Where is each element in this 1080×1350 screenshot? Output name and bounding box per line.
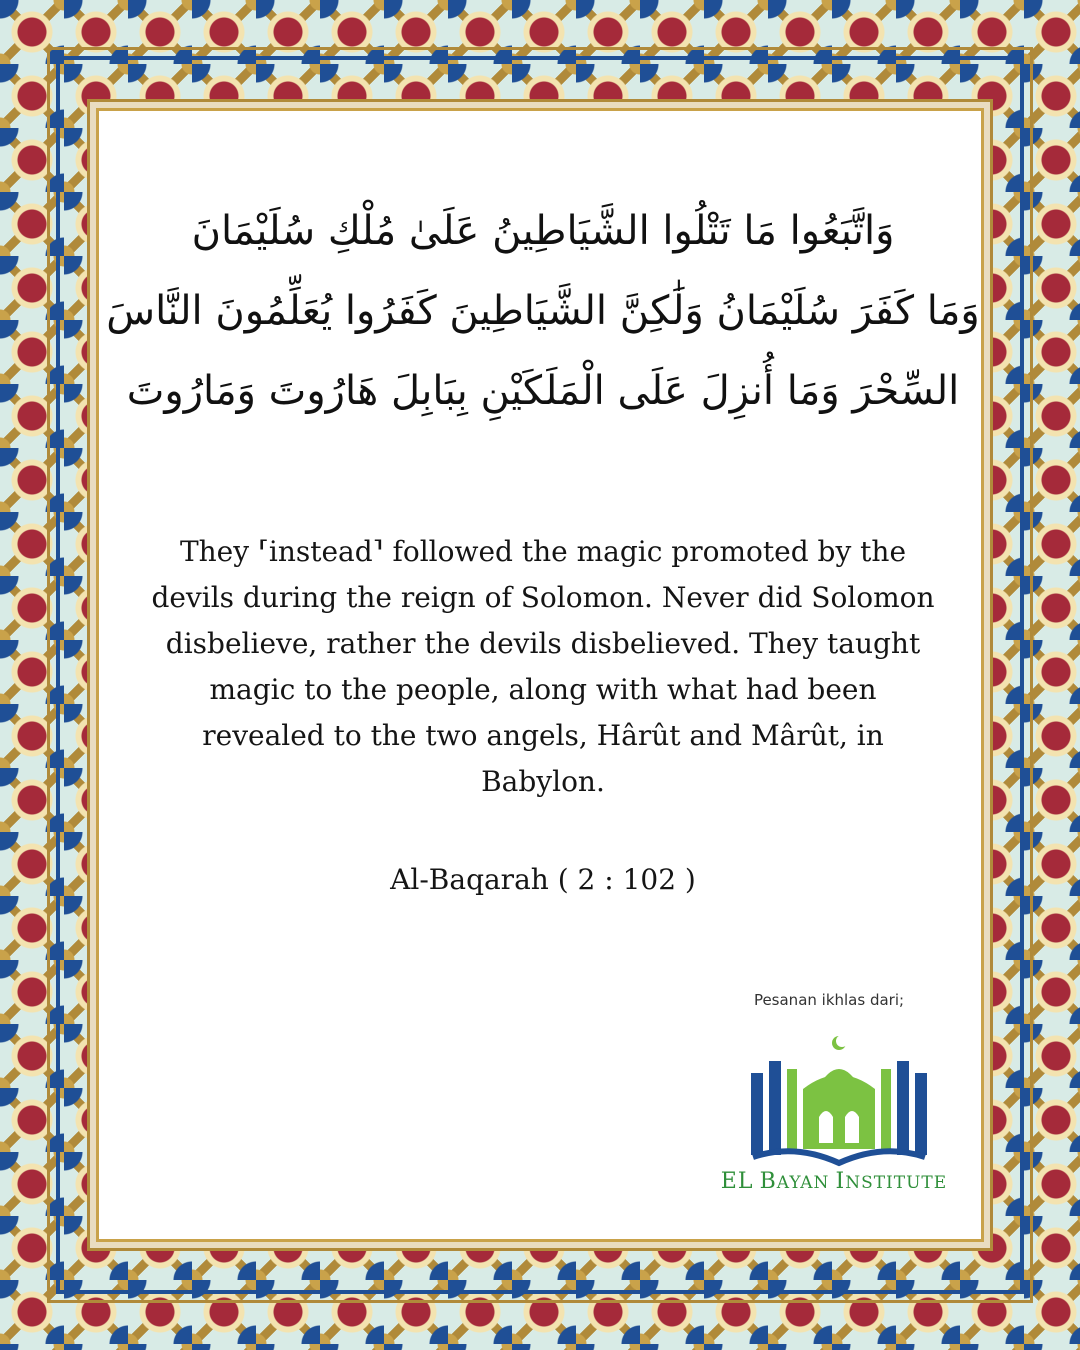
translation-line-2: devils during the reign of Solomon. Never did Solomon [151, 581, 935, 614]
arabic-line-1: وَاتَّبَعُوا مَا تَتْلُوا الشَّيَاطِينُ عَلَىٰ مُلْكِ سُلَيْمَانَ [191, 208, 895, 254]
translation-line-1: They ⸢instead⸣ followed the magic promoted by the [179, 535, 907, 568]
content-panel [96, 108, 984, 1242]
brand-nstitute: NSTITUTE [845, 1173, 948, 1193]
translation-text [139, 529, 947, 805]
brand-name [689, 1169, 979, 1194]
translation-line-4: magic to the people, along with what had been [209, 673, 877, 706]
credit-text: Pesanan ikhlas dari; [753, 991, 905, 1009]
arabic-verse [99, 191, 987, 431]
brand-ayan: AYAN [776, 1173, 830, 1193]
translation-line-5: revealed to the two angels, Hârût and Mârût, in [202, 719, 884, 752]
translation-line-6: Babylon. [481, 765, 605, 798]
mosque-book-logo-icon [739, 1031, 939, 1171]
brand-b: B [759, 1169, 777, 1194]
brand-i: I [835, 1169, 846, 1194]
arabic-line-2: وَمَا كَفَرَ سُلَيْمَانُ وَلَٰكِنَّ الشَّيَاطِينَ كَفَرُوا يُعَلِّمُونَ النَّاسَ [106, 288, 980, 334]
brand-el: EL [720, 1169, 754, 1194]
verse-reference: Al-Baqarah ( 2 : 102 ) [390, 863, 696, 896]
translation-line-3: disbelieve, rather the devils disbelieved. They taught [165, 627, 921, 660]
arabic-line-3: السِّحْرَ وَمَا أُنزِلَ عَلَى الْمَلَكَيْنِ بِبَابِلَ هَارُوتَ وَمَارُوتَ [126, 368, 960, 414]
